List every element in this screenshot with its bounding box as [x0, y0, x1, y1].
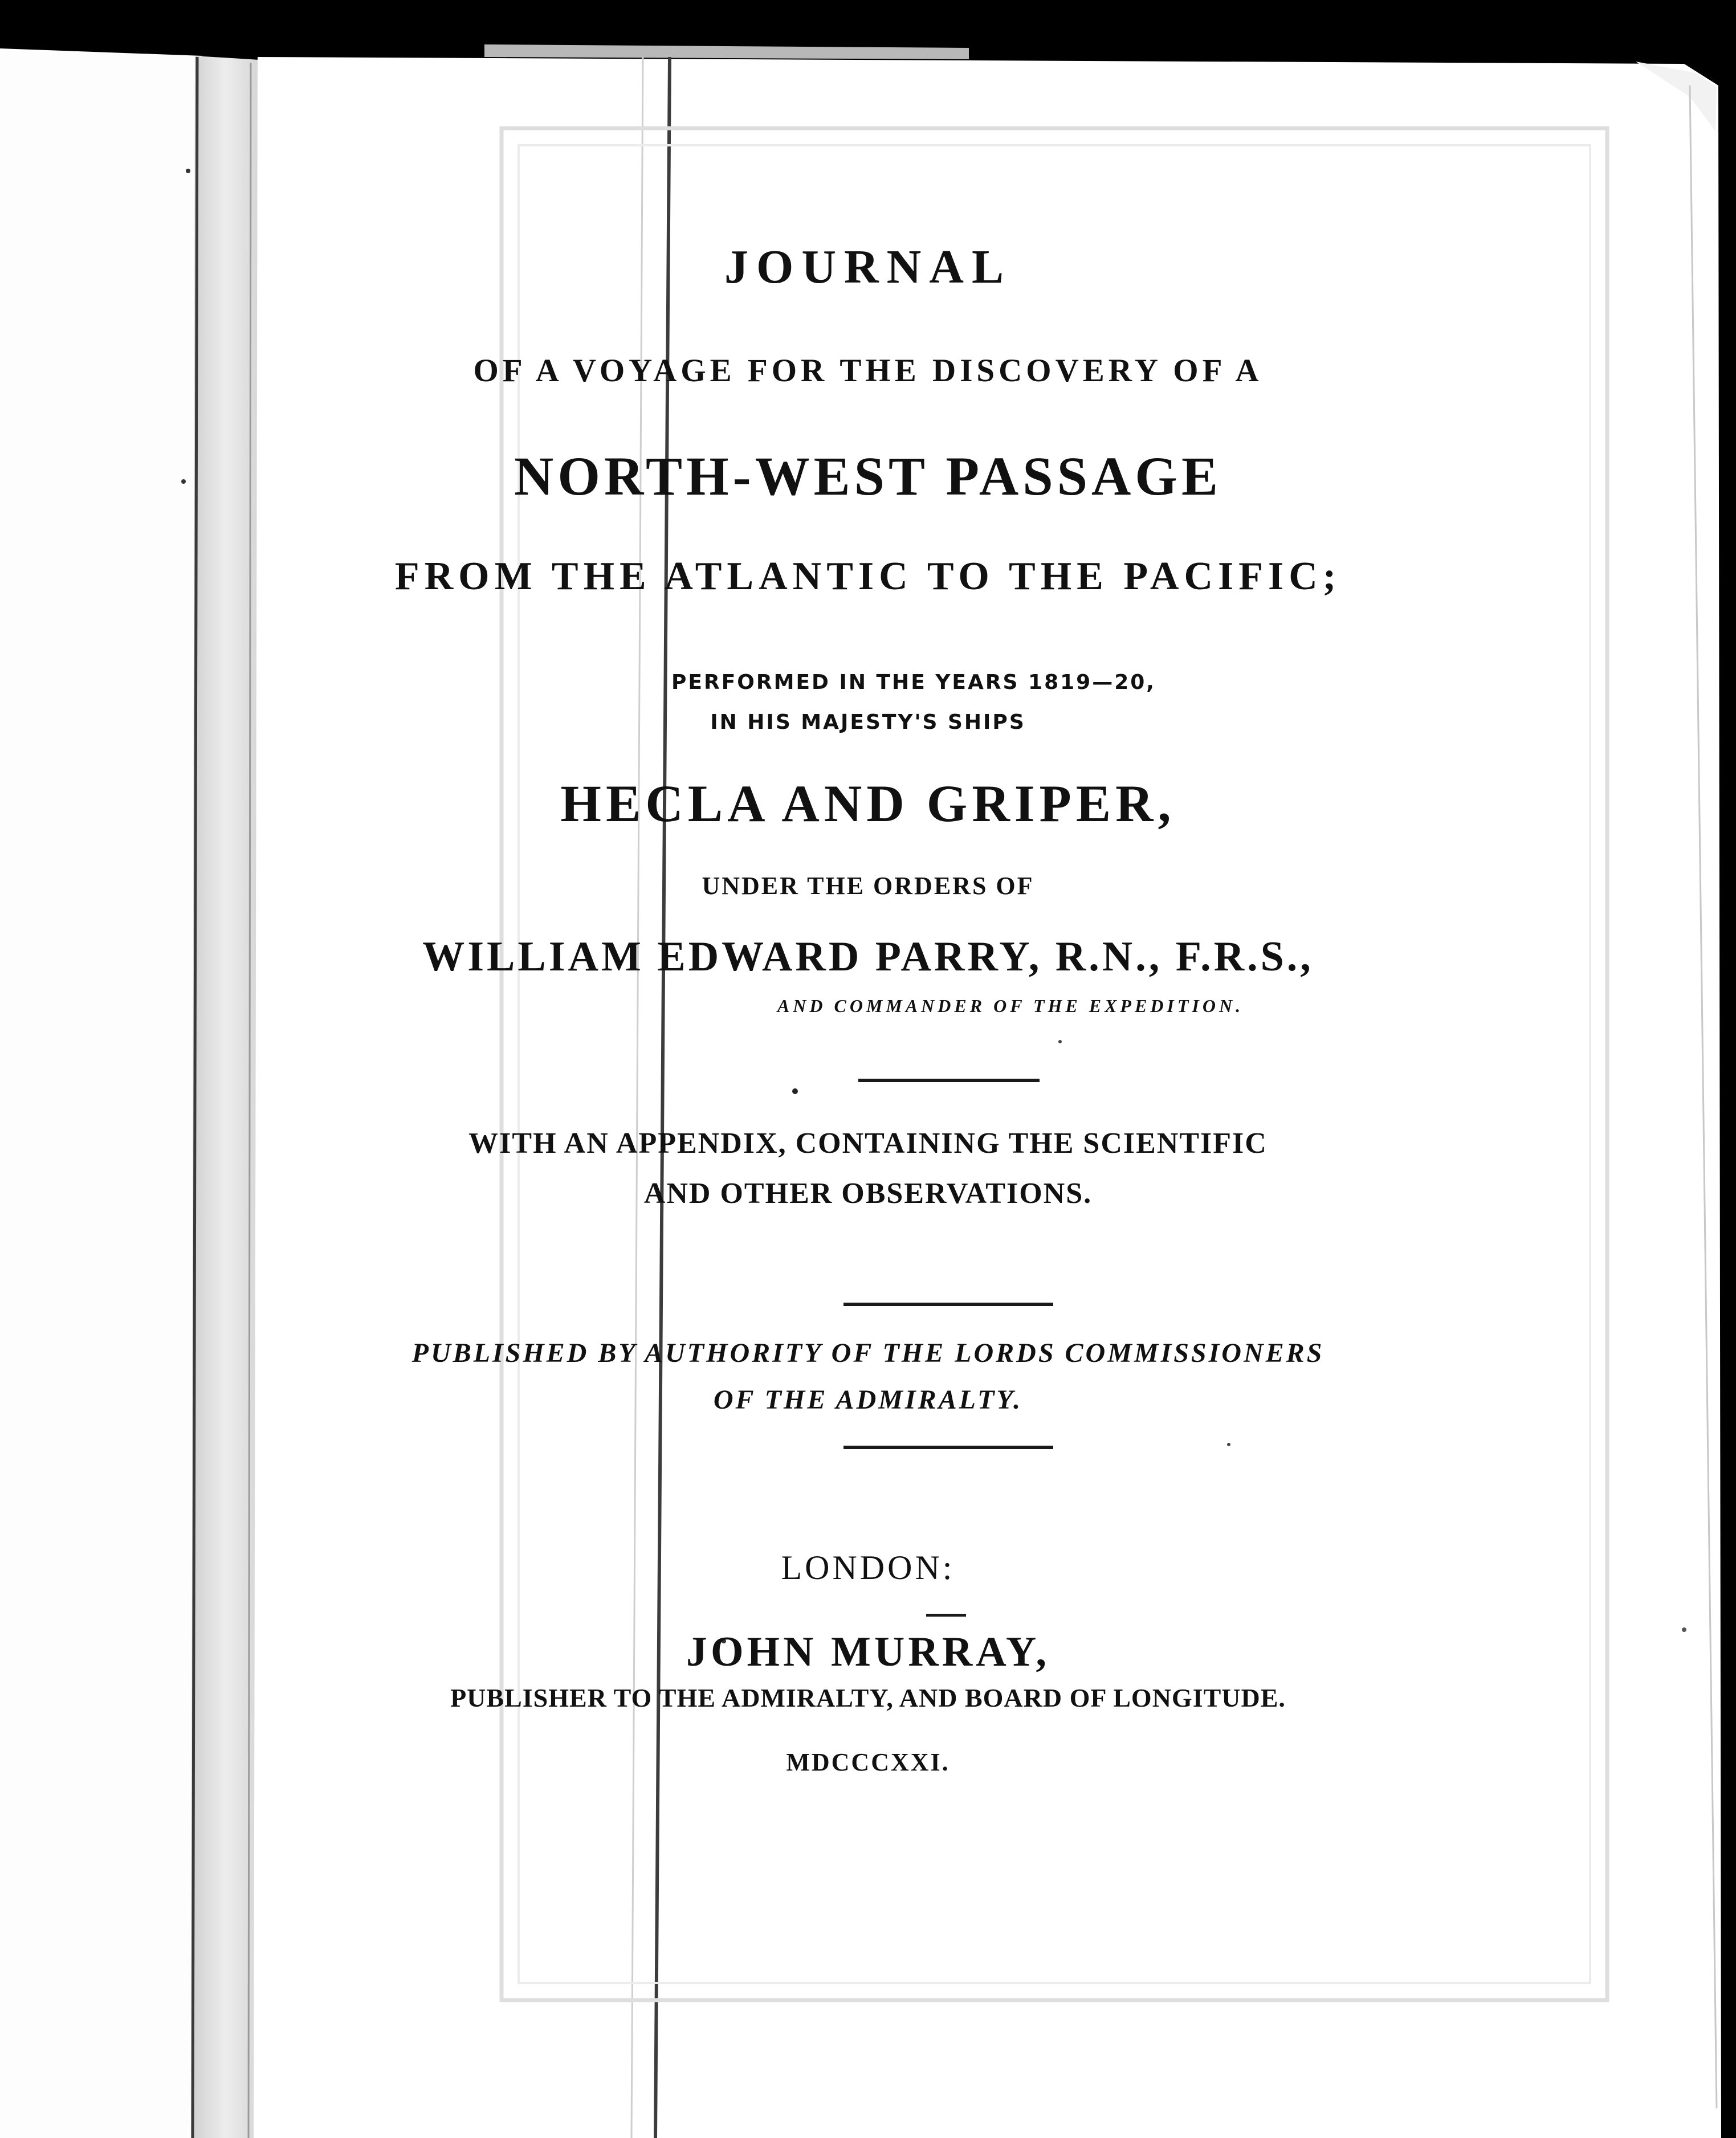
- divider-rule-2: [843, 1303, 1053, 1306]
- subtitle-line-3: FROM THE ATLANTIC TO THE PACIFIC;: [394, 554, 1342, 598]
- authority-line-2: OF THE ADMIRALTY.: [713, 1385, 1023, 1415]
- divider-rule-4: [926, 1614, 966, 1617]
- commander-name: WILLIAM EDWARD PARRY, R.N., F.R.S.,: [422, 933, 1314, 980]
- divider-rule-3: [843, 1446, 1053, 1449]
- appendix-line-1: WITH AN APPENDIX, CONTAINING THE SCIENTIFIC: [468, 1127, 1268, 1160]
- publication-year: MDCCCXXI.: [786, 1748, 950, 1776]
- subtitle-line-2: NORTH-WEST PASSAGE: [514, 446, 1222, 507]
- under-orders-text: UNDER THE ORDERS OF: [702, 872, 1034, 900]
- book-title: JOURNAL: [724, 240, 1012, 293]
- appendix-line-2: AND OTHER OBSERVATIONS.: [643, 1177, 1093, 1210]
- performed-line-1: PERFORMED IN THE YEARS 1819—20,: [671, 671, 1156, 694]
- imprint-city: LONDON:: [781, 1549, 955, 1586]
- performed-line-2: IN HIS MAJESTY'S SHIPS: [710, 711, 1026, 734]
- publisher-role: PUBLISHER TO THE ADMIRALTY, AND BOARD OF LONGITUDE.: [450, 1683, 1286, 1712]
- divider-rule-1: [858, 1079, 1040, 1082]
- ships-name: HECLA AND GRIPER,: [560, 774, 1176, 833]
- subtitle-line-1: OF A VOYAGE FOR THE DISCOVERY OF A: [473, 353, 1263, 389]
- publisher-name: JOHN MURRAY,: [686, 1629, 1050, 1675]
- commander-role: AND COMMANDER OF THE EXPEDITION.: [777, 995, 1244, 1016]
- authority-line-1: PUBLISHED BY AUTHORITY OF THE LORDS COMMISSIONERS: [411, 1338, 1325, 1368]
